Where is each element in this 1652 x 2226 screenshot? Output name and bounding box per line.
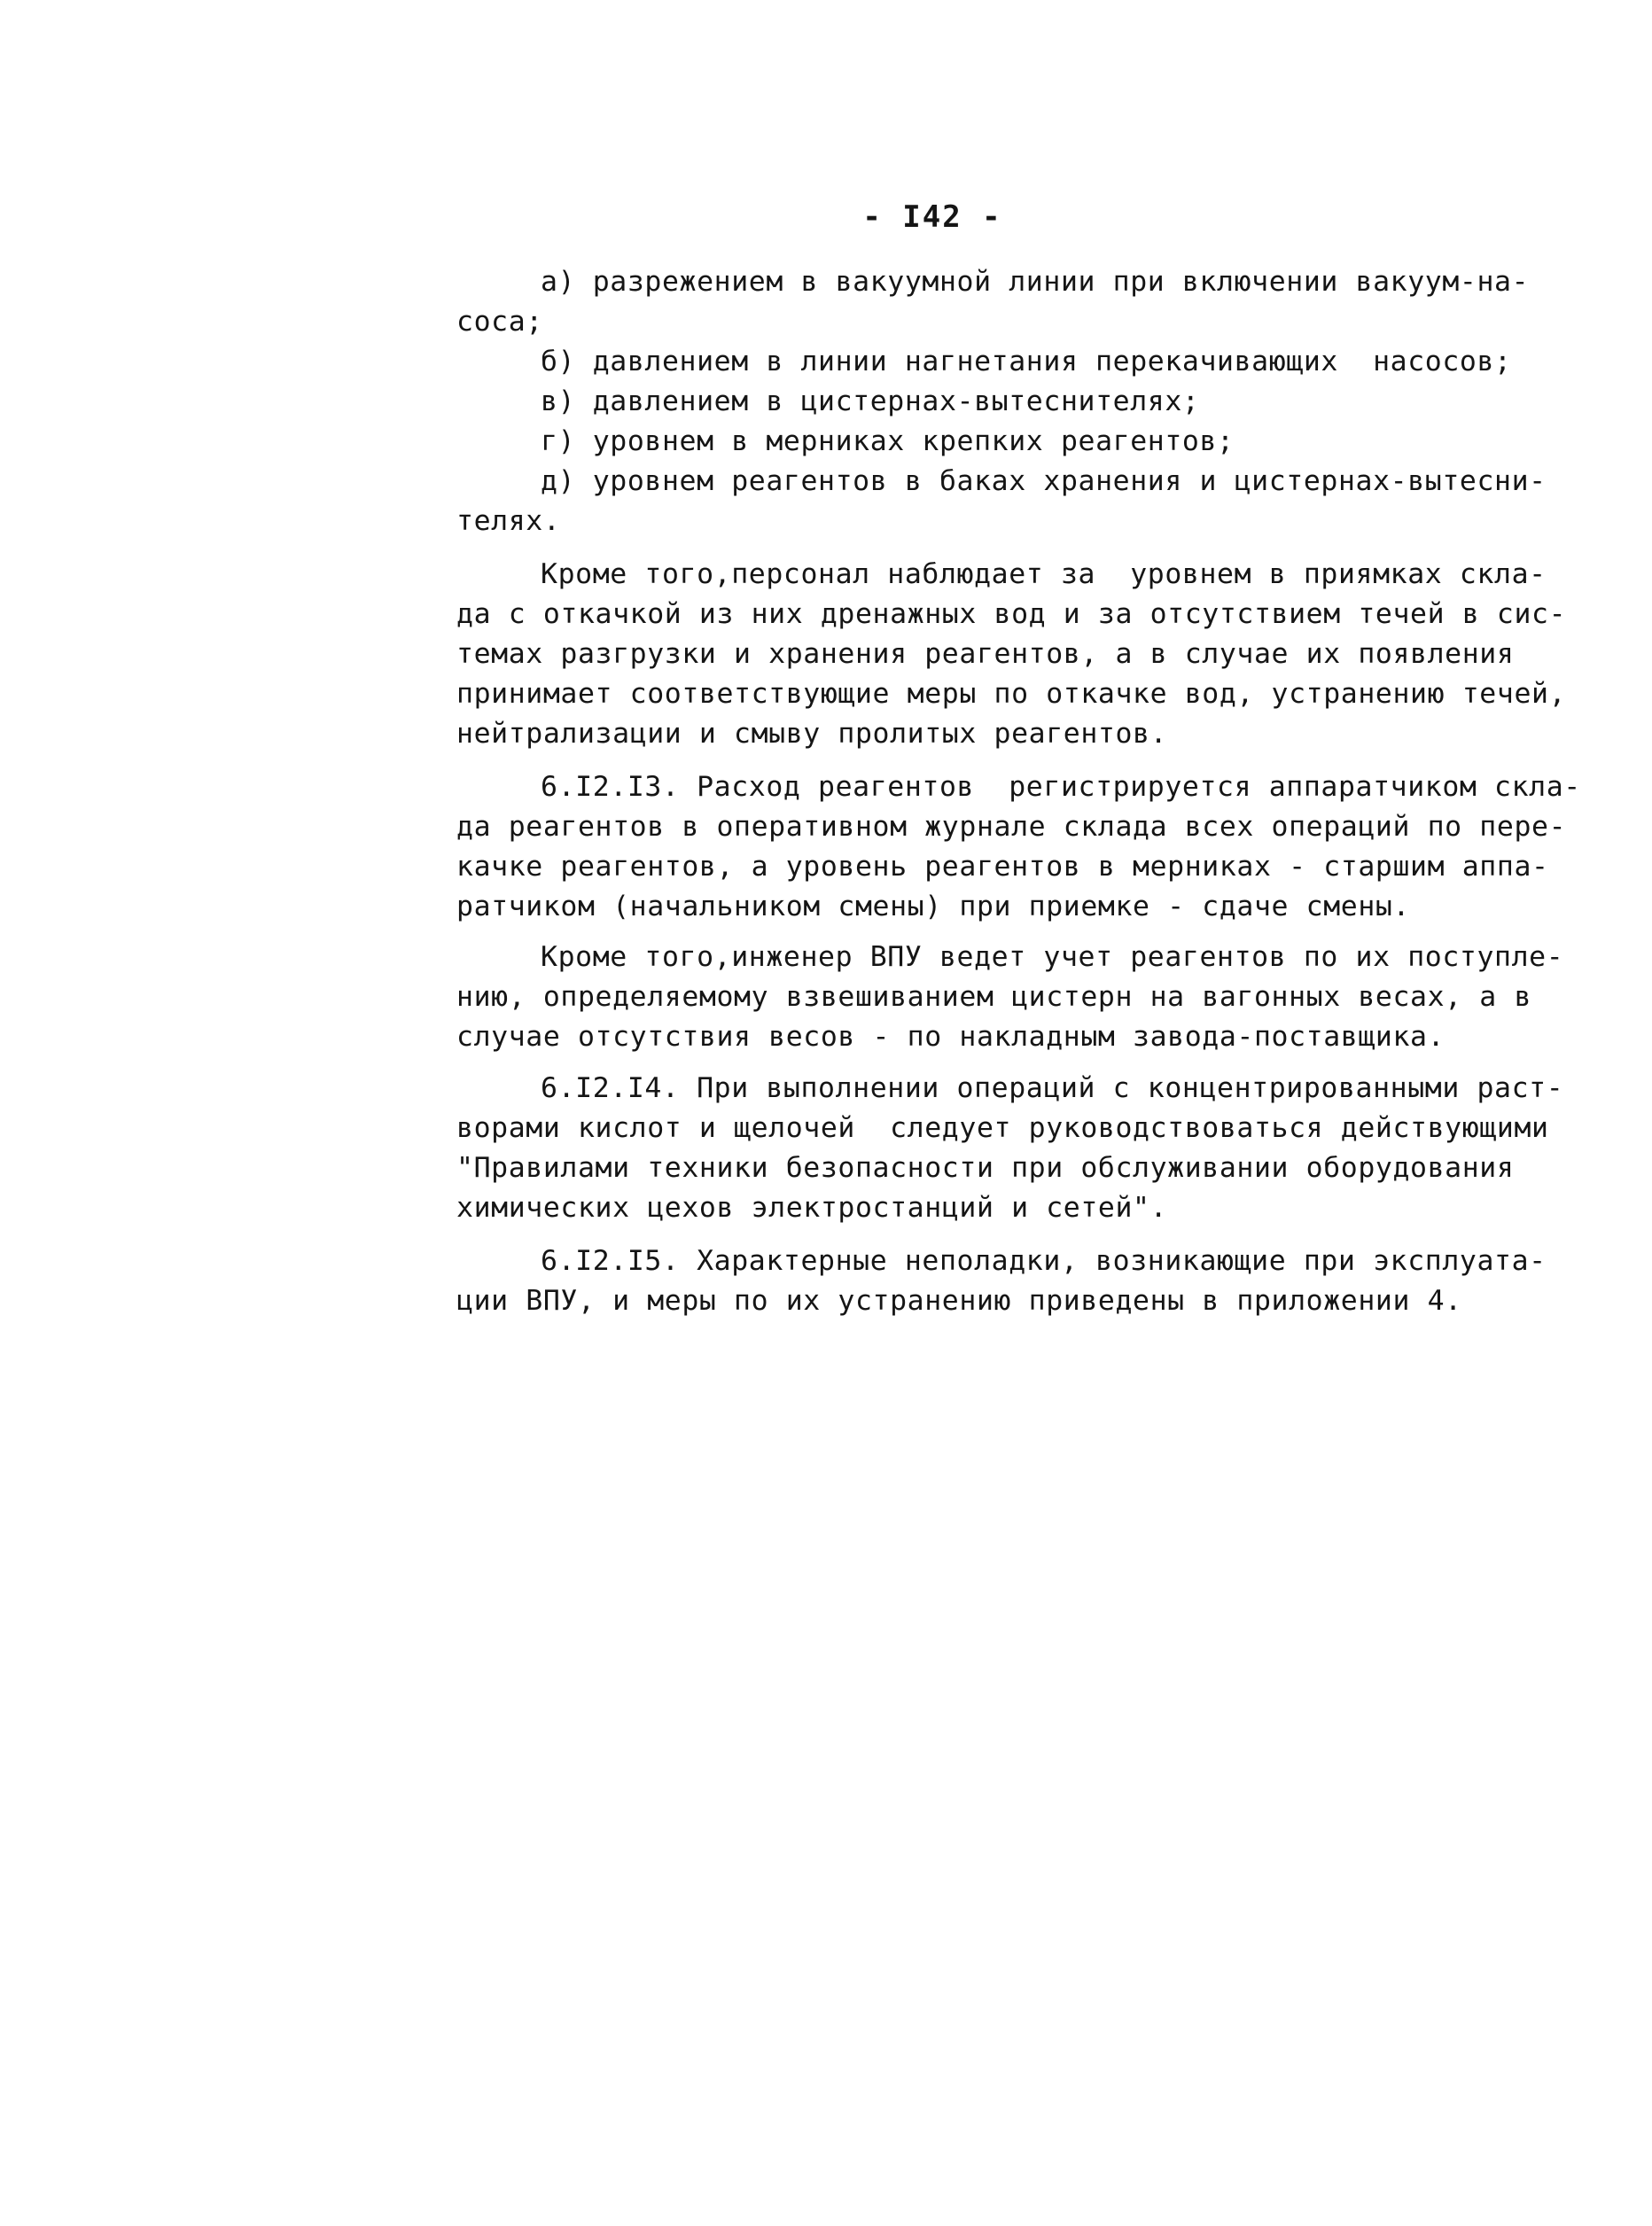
text-line: ратчиком (начальником смены) при приемке - сдаче смены. (456, 891, 1411, 922)
text-line: соса; (456, 306, 543, 338)
text-line: темах разгрузки и хранения реагентов, а в случае их появления (456, 638, 1515, 670)
text-line: нию, определяемому взвешиванием цистерн на вагонных весах, а в (456, 981, 1532, 1013)
text-line: д) уровнем реагентов в баках хранения и цистернах-вытесни- (541, 465, 1547, 497)
text-line: случае отсутствия весов - по накладным завода-поставщика. (456, 1021, 1446, 1053)
text-line: а) разрежением в вакуумной линии при включении вакуум-на- (541, 266, 1530, 298)
text-line: да с откачкой из них дренажных вод и за отсутствием течей в сис- (456, 598, 1567, 630)
text-line: принимает соответствующие меры по откачке вод, устранению течей, (456, 678, 1567, 710)
text-line: ции ВПУ, и меры по их устранению приведены в приложении 4. (456, 1285, 1462, 1317)
text-line: ворами кислот и щелочей следует руководствоваться действующими (456, 1112, 1549, 1144)
text-line: г) уровнем в мерниках крепких реагентов; (541, 425, 1235, 457)
text-line: нейтрализации и смыву пролитых реагентов. (456, 718, 1168, 750)
text-line: Кроме того,персонал наблюдает за уровнем в приямках скла- (541, 558, 1547, 590)
text-line: б) давлением в линии нагнетания перекачивающих насосов; (541, 346, 1512, 377)
text-line: 6.I2.I3. Расход реагентов регистрируется аппаратчиком скла- (541, 771, 1581, 803)
text-line: в) давлением в цистернах-вытеснителях; (541, 385, 1200, 417)
text-line: Кроме того,инженер ВПУ ведет учет реагентов по их поступле- (541, 941, 1564, 973)
text-line: телях. (456, 505, 561, 537)
text-line: химических цехов электростанций и сетей". (456, 1192, 1168, 1224)
text-line: 6.I2.I5. Характерные неполадки, возникающие при эксплуата- (541, 1245, 1547, 1277)
text-line: "Правилами техники безопасности при обслуживании оборудования (456, 1152, 1515, 1184)
page-number: - I42 - (862, 199, 1002, 235)
text-line: да реагентов в оперативном журнале склада всех операций по пере- (456, 811, 1567, 843)
text-line: качке реагентов, а уровень реагентов в мерниках - старшим аппа- (456, 851, 1549, 883)
text-line: 6.I2.I4. При выполнении операций с концентрированными раст- (541, 1072, 1564, 1104)
